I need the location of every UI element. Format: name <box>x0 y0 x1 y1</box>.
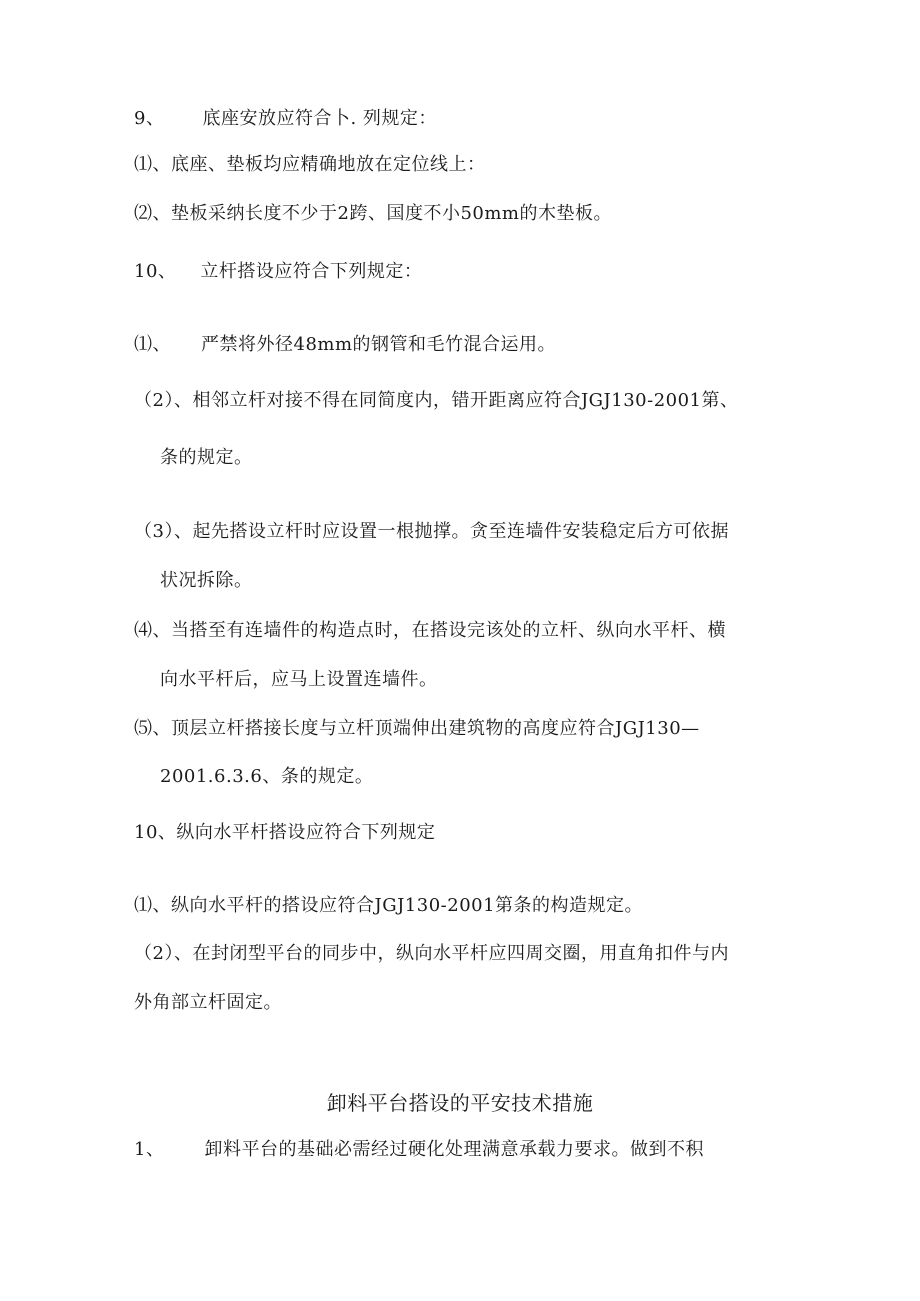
doc-line <box>160 569 253 593</box>
doc-line <box>160 668 438 692</box>
doc-line <box>134 821 435 845</box>
doc-line <box>160 446 253 470</box>
line-text: 向水平杆后，应马上设置连墙件。 <box>160 669 438 690</box>
doc-line <box>134 942 729 966</box>
line-text: （2）、相邻立杆对接不得在同简度内，错开距离应符合JGJ130-2001第、 <box>134 390 739 411</box>
line-text: ⑸、顶层立杆搭接长度与立杆顶端伸出建筑物的高度应符合JGJ130— <box>134 718 700 739</box>
line-text: 外角部立杆固定。 <box>134 992 282 1013</box>
doc-line <box>134 717 700 741</box>
line-text: ⑴、纵向水平杆的搭设应符合JGJ130-2001第条的构造规定。 <box>134 895 644 916</box>
doc-line <box>134 389 739 413</box>
item-number: ⑴、 <box>134 334 171 355</box>
line-text: 2001.6.3.6、条的规定。 <box>160 766 374 787</box>
doc-line-10 <box>134 260 422 284</box>
doc-line <box>134 619 726 643</box>
doc-line <box>134 202 612 226</box>
item-number: 1、 <box>134 1139 165 1160</box>
line-text: 立杆搭设应符合下列规定： <box>200 261 423 282</box>
line-text: ⑴、底座、垫板均应精确地放在定位线上： <box>134 154 486 175</box>
doc-line-9 <box>134 107 437 131</box>
line-text: （3）、起先搭设立杆时应设置一根抛撑。贪至连墙件安装稳定后方可依据 <box>134 521 729 542</box>
line-text: 严禁将外径48mm的钢管和毛竹混合运用。 <box>201 334 557 355</box>
line-text: 卸料平台的基础必需经过硬化处理满意承载力要求。做到不积 <box>204 1139 704 1160</box>
doc-line <box>134 333 556 357</box>
line-text: ⑷、当搭至有连墙件的构造点时，在搭设完该处的立杆、纵向水平杆、横 <box>134 620 726 641</box>
line-text: 底座安放应符合卜. 列规定： <box>202 108 437 129</box>
line-text: 10、纵向水平杆搭设应符合下列规定 <box>134 822 436 843</box>
line-text: （2）、在封闭型平台的同步中，纵向水平杆应四周交圈，用直角扣件与内 <box>134 943 729 964</box>
section-title: 卸料平台搭设的平安技术措施 <box>326 1091 594 1115</box>
doc-line <box>160 765 373 789</box>
line-text: ⑵、垫板采纳长度不少于2跨、国度不小50mm的木垫板。 <box>134 203 612 224</box>
doc-line <box>134 520 729 544</box>
doc-line <box>134 153 486 177</box>
line-text: 状况拆除。 <box>160 570 253 591</box>
line-text: 条的规定。 <box>160 447 253 468</box>
item-number: 10、 <box>134 261 177 282</box>
doc-line <box>134 991 282 1015</box>
doc-line <box>134 894 643 918</box>
doc-line-1 <box>134 1138 704 1162</box>
item-number: 9、 <box>134 108 165 129</box>
